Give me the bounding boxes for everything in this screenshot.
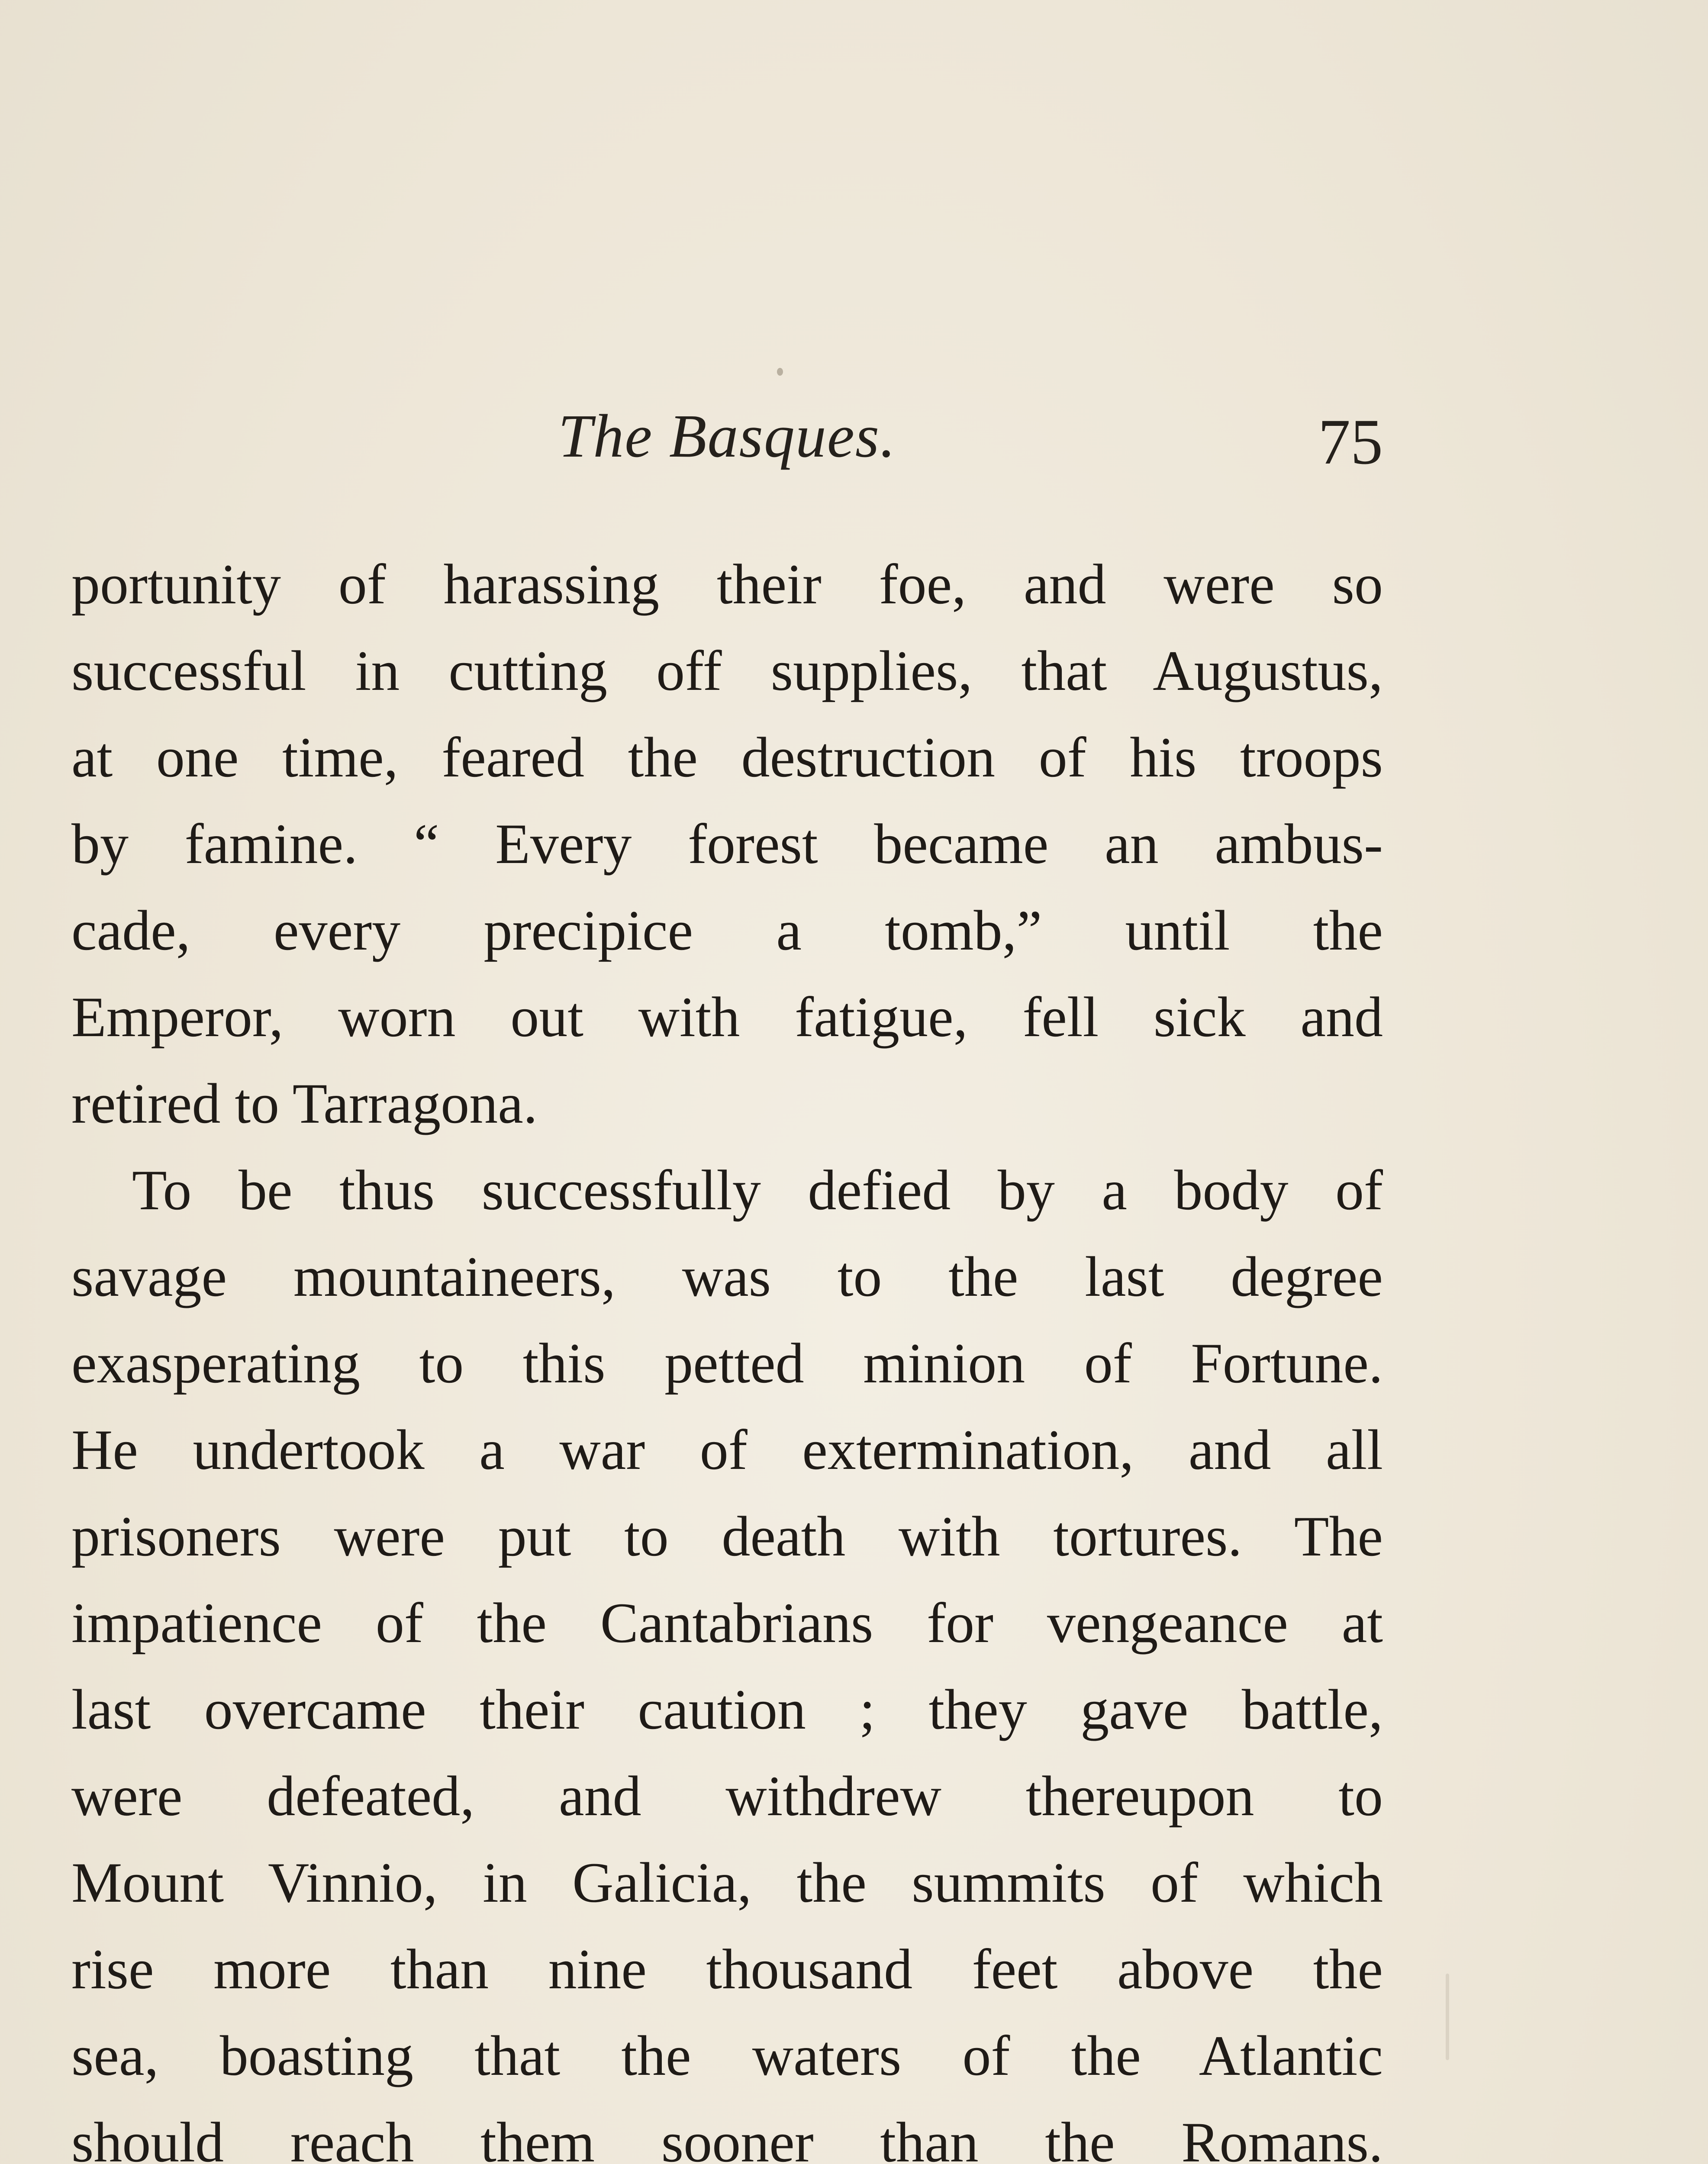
text-line: retired to Tarragona. xyxy=(71,1072,538,1135)
text-line: at one time, feared the destruction of his troops xyxy=(71,725,1383,789)
text-line: exasperating to this petted minion of Fortune. xyxy=(71,1331,1383,1395)
text-line: cade, every precipice a tomb,” until the xyxy=(71,898,1383,962)
body-text xyxy=(71,541,1383,2164)
text-line: Mount Vinnio, in Galicia, the summits of which xyxy=(71,1851,1383,1914)
paper-speck xyxy=(1446,1974,1449,2060)
text-line: last overcame their caution ; they gave battle, xyxy=(71,1678,1383,1741)
text-line: Emperor, worn out with fatigue, fell sick and xyxy=(71,985,1383,1049)
text-line: savage mountaineers, was to the last degree xyxy=(71,1245,1383,1308)
text-line: successful in cutting off supplies, that Augustus, xyxy=(71,639,1383,702)
text-line: To be thus successfully defied by a body of xyxy=(132,1158,1383,1222)
running-head xyxy=(71,392,1383,478)
text-line: portunity of harassing their foe, and were so xyxy=(71,552,1383,616)
text-line: by famine. “ Every forest became an ambus- xyxy=(71,812,1383,876)
text-line: were defeated, and withdrew thereupon to xyxy=(71,1764,1383,1828)
text-line: He undertook a war of extermination, and all xyxy=(71,1418,1383,1481)
text-line: prisoners were put to death with tortures. The xyxy=(71,1504,1383,1568)
text-line: impatience of the Cantabrians for vengeance at xyxy=(71,1591,1383,1655)
paper-speck xyxy=(777,368,783,376)
page-number: 75 xyxy=(1318,406,1383,478)
text-line: sea, boasting that the waters of the Atlantic xyxy=(71,2024,1383,2087)
running-title: The Basques. xyxy=(558,402,896,470)
text-line: rise more than nine thousand feet above the xyxy=(71,1937,1383,2001)
text-line: should reach them sooner than the Romans. xyxy=(71,2110,1383,2164)
